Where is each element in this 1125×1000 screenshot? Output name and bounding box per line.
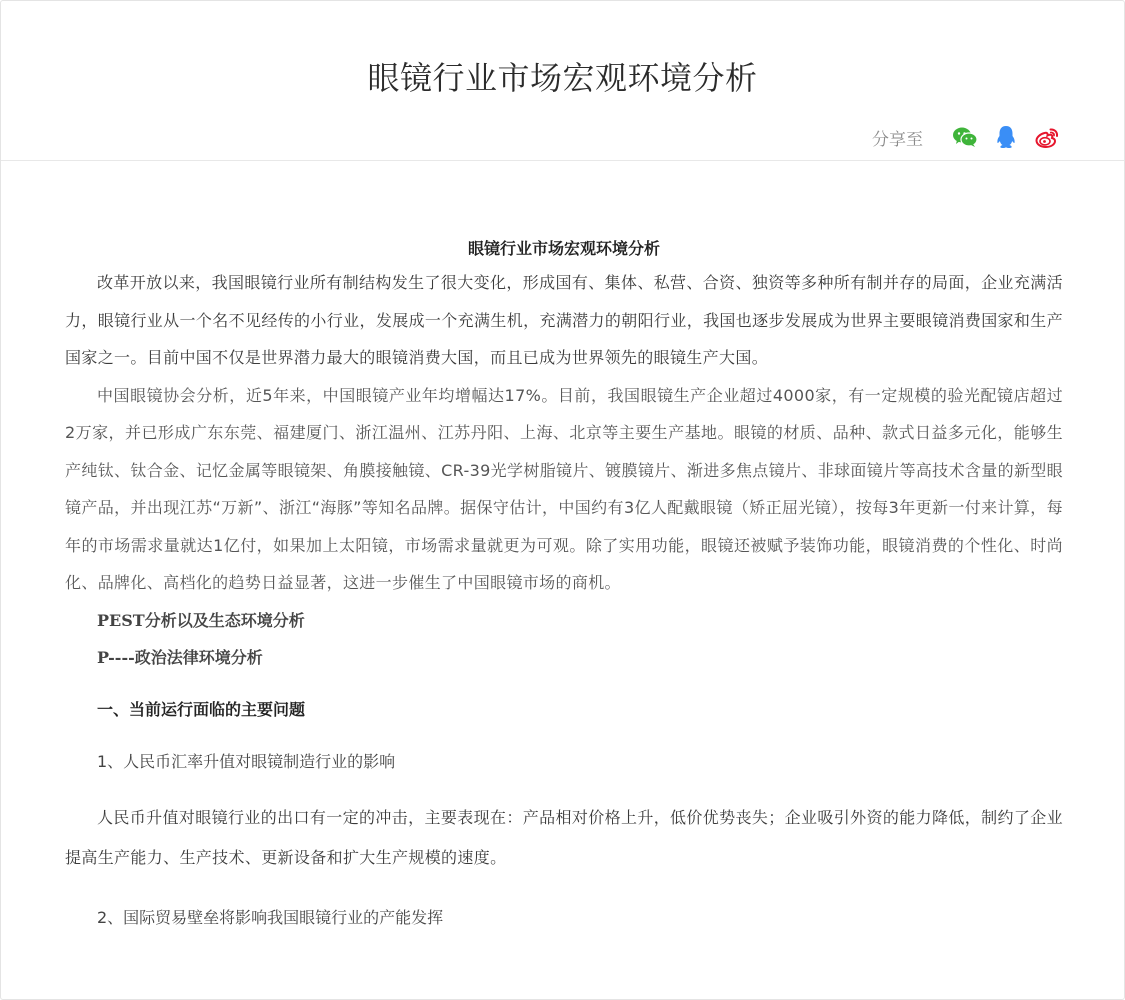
- paragraph-association-analysis: 中国眼镜协会分析，近5年来，中国眼镜产业年均增幅达17%。目前，我国眼镜生产企业超过4000家，有一定规模的验光配镜店超过2万家，并已形成广东东莞、福建厦门、浙江温州、江苏丹阳、上海、北京等主要生产基地。眼镜的材质、品种、款式日益多元化，能够生产纯钛、钛合金、记忆金属等眼镜架、角膜接触镜、CR-39光学树脂镜片、镀膜镜片、渐进多焦点镜片、非球面镜片等高技术含量的新型眼镜产品，并出现江苏“万新”、浙江“海豚”等知名品牌。据保守估计，中国约有3亿人配戴眼镜（矫正屈光镜），按每3年更新一付来计算，每年的市场需求量就达1亿付，如果加上太阳镜，市场需求量就更为可观。除了实用功能，眼镜还被赋予装饰功能，眼镜消费的个性化、时尚化、品牌化、高档化的趋势日益显著，这进一步催生了中国眼镜市场的商机。: [65, 385, 1063, 592]
- article-heading: 眼镜行业市场宏观环境分析: [467, 239, 660, 258]
- wechat-icon[interactable]: [952, 124, 978, 150]
- weibo-icon[interactable]: [1034, 124, 1060, 150]
- paragraph-intro: 改革开放以来，我国眼镜行业所有制结构发生了很大变化，形成国有、集体、私营、合资、独资等多种所有制并存的局面，企业充满活力，眼镜行业从一个名不见经传的小行业，发展成一个充满生机，充满潜力的朝阳行业，我国也逐步发展成为世界主要眼镜消费国家和生产国家之一。目前中国不仅是世界潜力最大的眼镜消费大国，而且已成为世界领先的眼镜生产大国。: [65, 273, 1063, 367]
- qq-icon[interactable]: [993, 124, 1019, 150]
- paragraph-rmb-appreciation: 人民币升值对眼镜行业的出口有一定的冲击，主要表现在：产品相对价格上升，低价优势丧失；企业吸引外资的能力降低，制约了企业提高生产能力、生产技术、更新设备和扩大生产规模的速度。: [65, 807, 1063, 867]
- page-title: 眼镜行业市场宏观环境分析: [367, 59, 758, 97]
- item-heading-trade-barriers: 2、国际贸易壁垒将影响我国眼镜行业的产能发挥: [97, 907, 444, 927]
- page-header: [1, 1, 1124, 161]
- political-legal-heading: P----政治法律环境分析: [97, 647, 263, 667]
- pest-heading: PEST分析以及生态环境分析: [97, 610, 305, 630]
- share-bar: [872, 122, 1060, 152]
- section-heading-main-problems: 一、当前运行面临的主要问题: [97, 699, 306, 719]
- article-body: [65, 236, 1063, 930]
- item-heading-rmb-appreciation: 1、人民币汇率升值对眼镜制造行业的影响: [97, 751, 396, 771]
- share-label: 分享至: [872, 129, 923, 150]
